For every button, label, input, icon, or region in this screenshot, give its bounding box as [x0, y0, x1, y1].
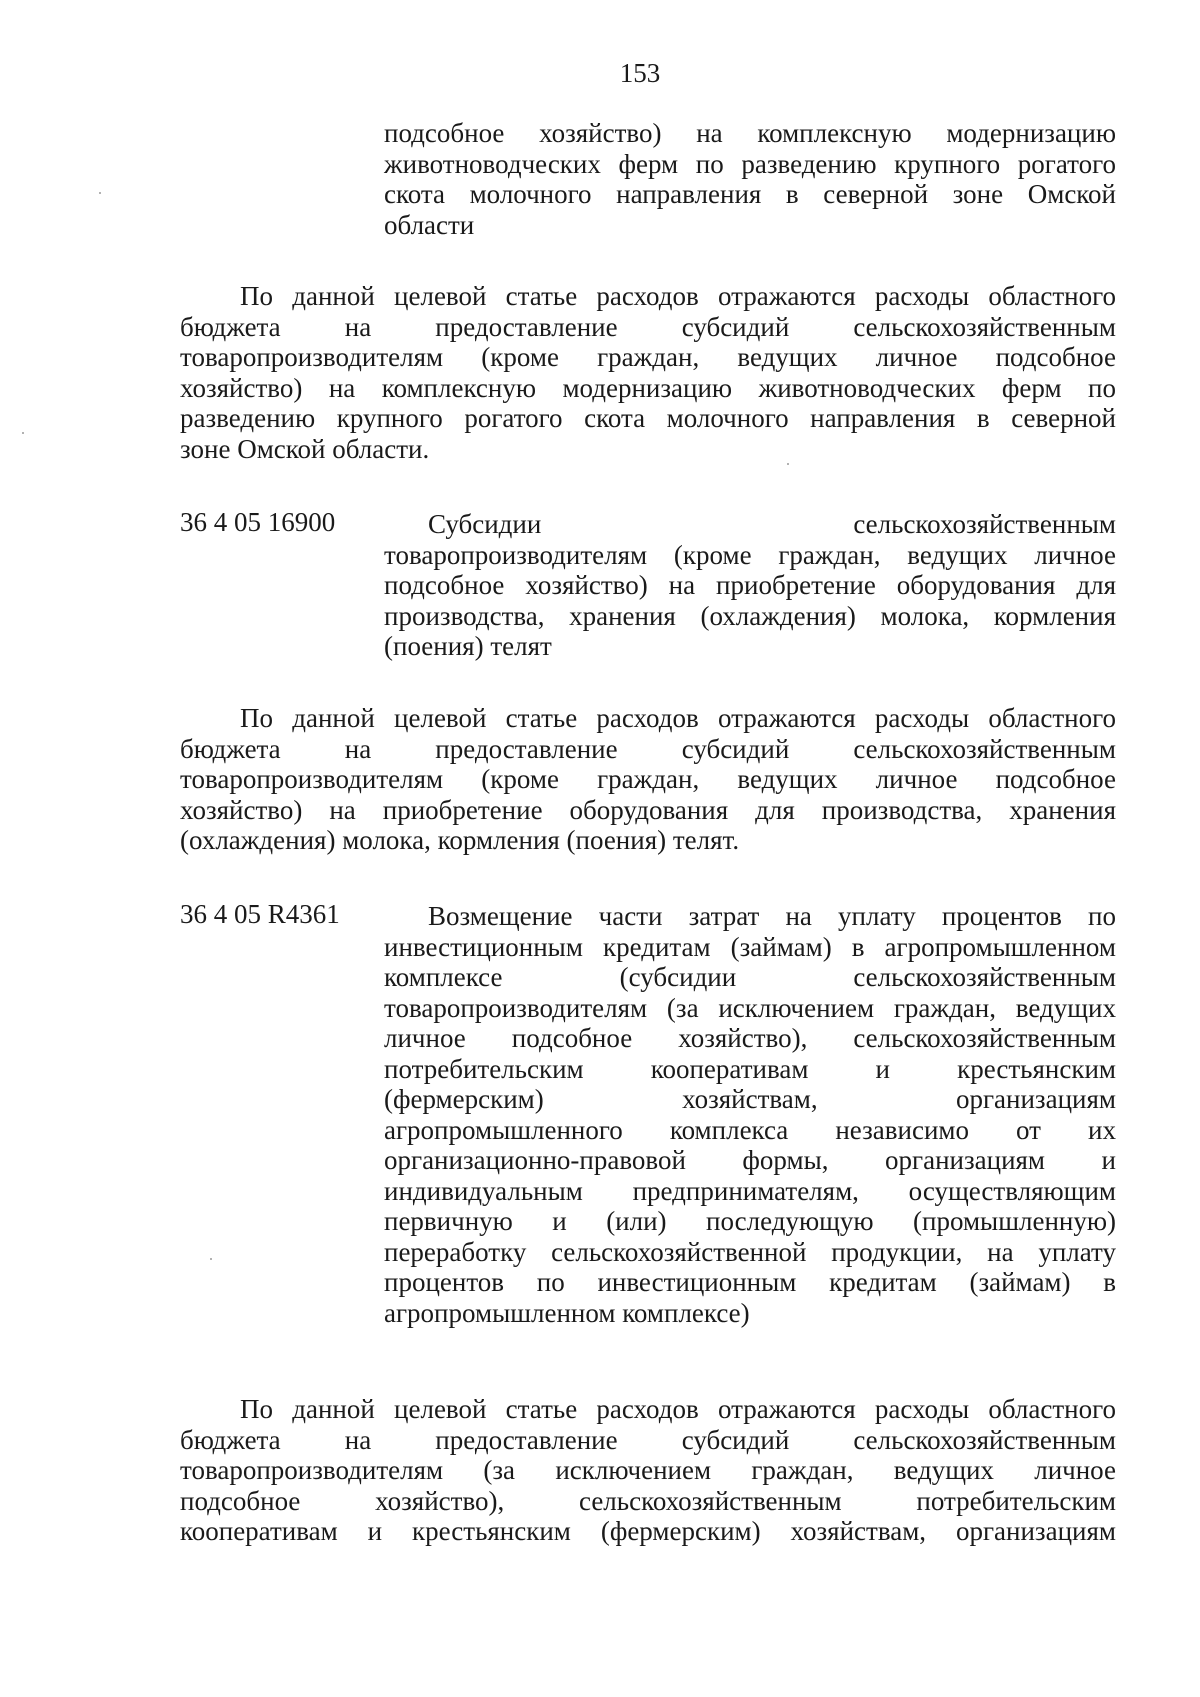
paragraph-line: бюджета на предоставление субсидий сельскохозяйственным: [180, 311, 1116, 342]
scan-speck: [22, 432, 24, 434]
paragraph-2: [180, 703, 1116, 856]
paragraph-line: товаропроизводителям (кроме граждан, ведущих личное подсобное: [180, 764, 1116, 794]
paragraph-line: разведению крупного рогатого скота молочного направления в северной: [180, 403, 1116, 433]
scan-speck: [787, 463, 789, 465]
entry-line: агропромышленном комплексе): [384, 1297, 750, 1328]
paragraph-line: (охлаждения) молока, кормления (поения) телят.: [180, 825, 740, 855]
entry-line: потребительским кооперативам и крестьянским: [384, 1053, 1116, 1084]
paragraph-line: бюджета на предоставление субсидий сельскохозяйственным: [180, 733, 1116, 764]
entry-line: товаропроизводителям (кроме граждан, ведущих личное: [384, 539, 1116, 570]
paragraph-line: кооперативам и крестьянским (фермерским) хозяйствам, организациям: [180, 1516, 1116, 1546]
entry-line: организационно-правовой формы, организациям и: [384, 1145, 1116, 1175]
entry-1-description: [384, 509, 1116, 662]
entry-line: переработку сельскохозяйственной продукции, на уплату: [384, 1236, 1116, 1267]
entry-line: комплексе (субсидии сельскохозяйственным: [384, 962, 1116, 992]
entry-line: индивидуальным предпринимателям, осуществляющим: [384, 1175, 1116, 1206]
entry-line: инвестиционным кредитам (займам) в агропромышленном: [384, 931, 1116, 962]
entry-line: агропромышленного комплекса независимо от их: [384, 1114, 1116, 1145]
paragraph-line: хозяйство) на приобретение оборудования для производства, хранения: [180, 794, 1116, 825]
paragraph-line: По данной целевой статье расходов отражаются расходы областного: [240, 1394, 1116, 1424]
entry-line: Возмещение части затрат на уплату процентов по: [428, 901, 1116, 931]
paragraph-line: зоне Омской области.: [180, 433, 430, 464]
entry-line: первичную и (или) последующую (промышленную): [384, 1206, 1116, 1236]
entry-line: Субсидии сельскохозяйственным: [428, 509, 1116, 539]
intro-description: [384, 118, 1116, 240]
budget-code-r4361: 36 4 05 R4361: [180, 899, 340, 929]
paragraph-line: подсобное хозяйство), сельскохозяйственным потребительским: [180, 1485, 1116, 1516]
intro-line: подсобное хозяйство) на комплексную модернизацию: [384, 118, 1116, 148]
scan-speck: [99, 192, 101, 194]
entry-line: личное подсобное хозяйство), сельскохозяйственным: [384, 1023, 1116, 1053]
entry-2-description: [384, 901, 1116, 1328]
entry-line: (поения) телят: [384, 631, 552, 661]
entry-line: товаропроизводителям (за исключением граждан, ведущих: [384, 992, 1116, 1023]
entry-line: (фермерским) хозяйствам, организациям: [384, 1084, 1116, 1114]
paragraph-3: [180, 1394, 1116, 1547]
entry-line: подсобное хозяйство) на приобретение оборудования для: [384, 570, 1116, 600]
paragraph-line: товаропроизводителям (за исключением граждан, ведущих личное: [180, 1455, 1116, 1485]
paragraph-line: товаропроизводителям (кроме граждан, ведущих личное подсобное: [180, 342, 1116, 372]
entry-line: производства, хранения (охлаждения) молока, кормления: [384, 600, 1116, 631]
entry-line: процентов по инвестиционным кредитам (займам) в: [384, 1267, 1116, 1297]
intro-line: животноводческих ферм по разведению крупного рогатого: [384, 148, 1116, 179]
page-number: 153: [619, 58, 661, 88]
paragraph-line: бюджета на предоставление субсидий сельскохозяйственным: [180, 1424, 1116, 1455]
paragraph-line: По данной целевой статье расходов отражаются расходы областного: [240, 703, 1116, 733]
paragraph-line: хозяйство) на комплексную модернизацию животноводческих ферм по: [180, 372, 1116, 403]
intro-line: скота молочного направления в северной зоне Омской: [384, 179, 1116, 209]
paragraph-line: По данной целевой статье расходов отражаются расходы областного: [240, 281, 1116, 311]
paragraph-1: [180, 281, 1116, 464]
budget-code-16900: 36 4 05 16900: [180, 507, 336, 537]
intro-line: области: [384, 209, 475, 240]
scan-speck: [210, 1258, 212, 1260]
